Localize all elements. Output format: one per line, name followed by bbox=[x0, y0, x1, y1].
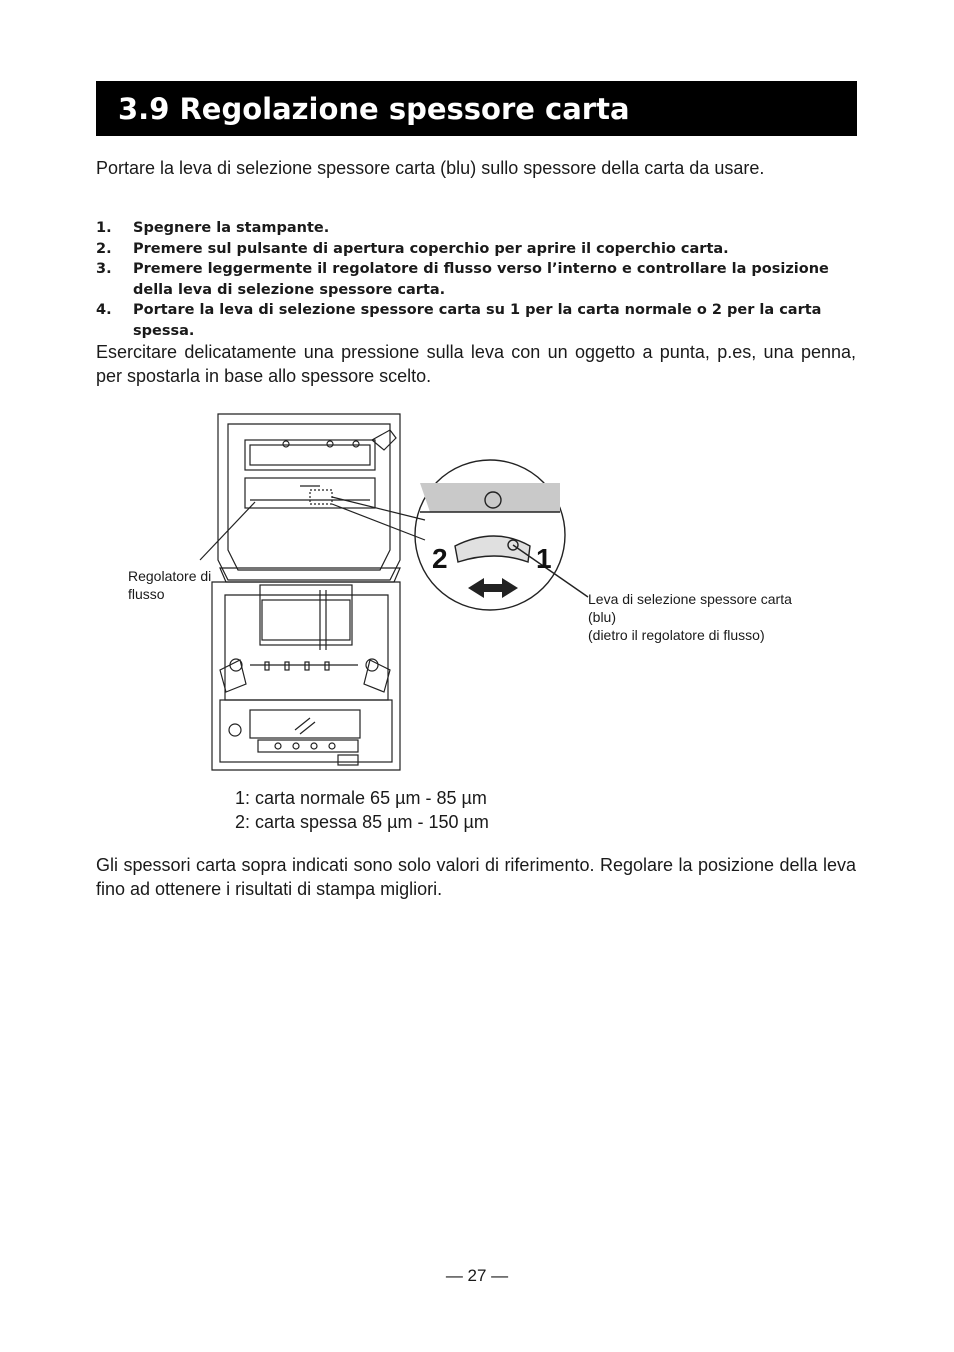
step-text: Premere sul pulsante di apertura coperchio per aprire il coperchio carta. bbox=[133, 240, 729, 257]
step-text: Spegnere la stampante. bbox=[133, 220, 330, 236]
callout-thickness-lever bbox=[588, 590, 858, 644]
step-text: Premere leggermente il regolatore di flusso verso l’interno e controllare la posizione della leva di selezione spessore carta. bbox=[133, 261, 829, 298]
step-number: 3. bbox=[96, 261, 112, 277]
callout-line: (dietro il regolatore di flusso) bbox=[588, 627, 765, 643]
lever-position-2-label: 2 bbox=[432, 543, 448, 574]
page-number: — 27 — bbox=[445, 1266, 509, 1285]
callout-line: Regolatore di bbox=[128, 568, 212, 584]
section-title: 3.9 Regolazione spessore carta bbox=[96, 81, 857, 136]
double-arrow-icon bbox=[468, 578, 518, 598]
step-number: 4. bbox=[96, 302, 112, 318]
step-item bbox=[96, 259, 856, 300]
callout-line: flusso bbox=[128, 586, 165, 602]
callout-line: (blu) bbox=[588, 609, 617, 625]
callout-line: Leva di selezione spessore carta bbox=[588, 591, 792, 607]
step-number: 1. bbox=[96, 220, 112, 236]
spec-line: 1: carta normale 65 µm - 85 µm bbox=[235, 788, 487, 808]
step-item bbox=[96, 300, 856, 341]
paper-thickness-specs bbox=[235, 786, 489, 834]
lever-position-1-label: 1 bbox=[536, 543, 552, 574]
spec-line: 2: carta spessa 85 µm - 150 µm bbox=[235, 812, 489, 832]
step-item bbox=[96, 218, 856, 239]
steps-list bbox=[96, 218, 856, 341]
step-item bbox=[96, 239, 856, 260]
intro-paragraph: Portare la leva di selezione spessore carta (blu) sullo spessore della carta da usare. bbox=[96, 158, 765, 178]
step-text: Portare la leva di selezione spessore carta su 1 per la carta normale o 2 per la carta spessa. bbox=[133, 302, 822, 339]
lever-zoom-view bbox=[415, 460, 588, 610]
printer-body bbox=[212, 582, 400, 770]
step-number: 2. bbox=[96, 240, 112, 257]
callout-flow-regulator bbox=[128, 567, 238, 603]
reference-note: Gli spessori carta sopra indicati sono solo valori di riferimento. Regolare la posizione della leva fino ad ottenere i risultati di stampa migliori. bbox=[96, 855, 856, 899]
press-instruction: Esercitare delicatamente una pressione sulla leva con un oggetto a punta, p.es, una penna, per spostarla in base allo spessore scelto. bbox=[96, 342, 856, 386]
